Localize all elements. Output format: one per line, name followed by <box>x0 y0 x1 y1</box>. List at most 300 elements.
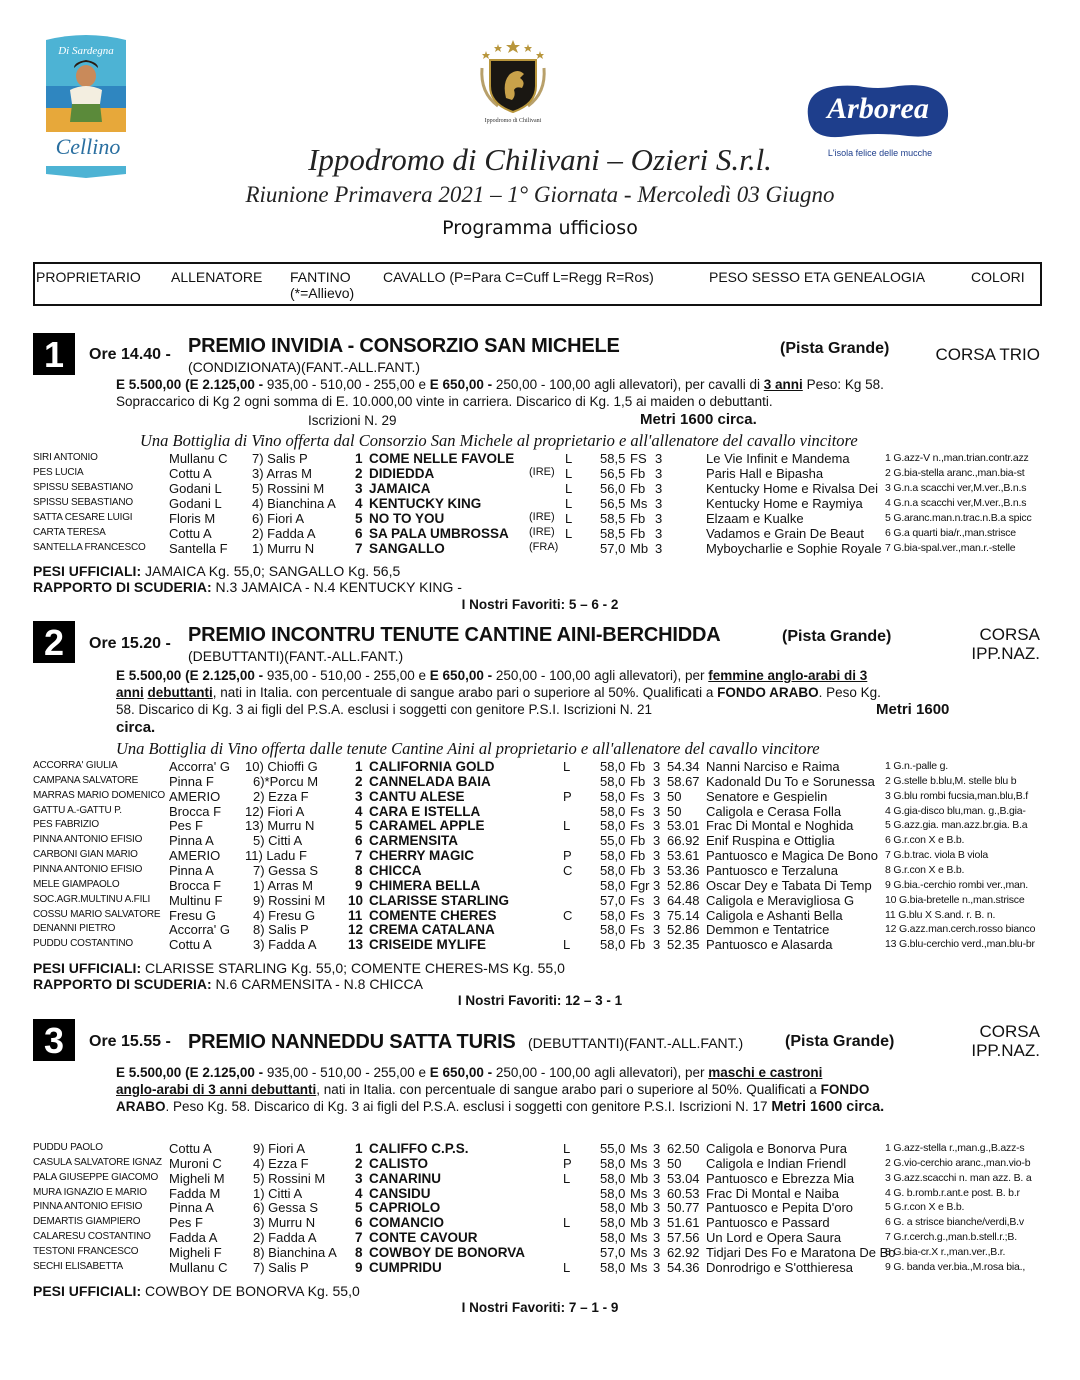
sex-cell: Fgr <box>630 877 650 893</box>
sex-cell: Fb <box>630 937 646 953</box>
colors-cell: 11 G.blu X S.and. r. B. n. <box>885 908 996 921</box>
sex-cell: Fb <box>630 833 646 849</box>
pedigree-cell: Enif Ruspina e Ottiglia <box>706 833 835 849</box>
horse-name: CARA E ISTELLA <box>369 803 481 819</box>
equipment-flag: P <box>563 788 572 804</box>
horse-number: 2 <box>355 773 363 789</box>
horse-number: 10 <box>348 892 364 908</box>
weight-cell: 58,0 <box>600 1200 626 1216</box>
rating-cell: 50 <box>667 788 682 804</box>
pedigree-cell: Caligola e Indian Friendl <box>706 1155 847 1171</box>
sex-cell: Ms <box>630 496 648 511</box>
horse-number: 9 <box>355 877 363 893</box>
table-row <box>33 833 1043 848</box>
owner-cell: SATTA CESARE LUIGI <box>33 512 133 523</box>
equipment-flag: L <box>565 526 573 541</box>
trainer-cell: Godani L <box>169 496 222 511</box>
weight-cell: 58,0 <box>600 937 626 953</box>
table-row <box>33 774 1043 789</box>
age-cell: 3 <box>653 833 661 849</box>
jockey-cell: 5) Rossini M <box>253 1170 326 1186</box>
trainer-cell: Pinna A <box>169 833 214 849</box>
pedigree-cell: Pantuosco e Magica De Bono <box>706 848 878 864</box>
weight-cell: 58,0 <box>600 773 626 789</box>
colors-cell: 3 G.blu rombi fucsia,man.blu,B.f <box>885 789 1028 802</box>
horse-number: 4 <box>355 803 363 819</box>
horse-number: 4 <box>355 1185 363 1201</box>
colors-cell: 10 G.bia-bretelle n.,man.strisce <box>885 893 1025 906</box>
race-distance-cont: circa. <box>116 719 156 736</box>
rating-cell: 57.56 <box>667 1230 700 1246</box>
colors-cell: 6 G.r.con X e B.b. <box>885 834 965 847</box>
age-cell: 3 <box>653 773 661 789</box>
trainer-cell: Cottu A <box>169 466 212 481</box>
owner-cell: MARRAS MARIO DOMENICO <box>33 789 165 801</box>
colors-cell: 4 G. b.romb.r.ant.e post. B. b.r <box>885 1186 1020 1199</box>
weight-cell: 58,0 <box>600 907 626 923</box>
rating-cell: 62.50 <box>667 1141 700 1156</box>
rating-cell: 53.01 <box>667 818 700 834</box>
horse-name: SANGALLO <box>369 541 445 556</box>
horse-number: 3 <box>355 1170 363 1186</box>
owner-cell: PUDDU PAOLO <box>33 1142 103 1153</box>
colors-cell: 8 G.bia-cr.X r.,man.ver.,B.r. <box>885 1245 1006 1258</box>
weight-cell: 57,0 <box>600 892 626 908</box>
horse-name: DIDIEDDA <box>369 466 435 481</box>
age-cell: 3 <box>655 481 663 496</box>
rating-cell: 52.86 <box>667 877 700 893</box>
age-cell: 3 <box>653 1215 661 1231</box>
owner-cell: CARBONI GIAN MARIO <box>33 849 138 861</box>
horse-name: COME NELLE FAVOLE <box>369 451 515 466</box>
jockey-cell: 5) Citti A <box>253 833 303 849</box>
horse-name: CARAMEL APPLE <box>369 818 485 834</box>
equipment-flag: L <box>563 818 571 834</box>
horse-number: 5 <box>355 818 363 834</box>
weight-cell: 58,0 <box>600 1215 626 1231</box>
age-cell: 3 <box>653 1185 661 1201</box>
rating-cell: 52.35 <box>667 937 700 953</box>
horse-number: 3 <box>355 788 363 804</box>
cellino-arc-text: Di Sardegna <box>58 45 114 57</box>
trainer-cell: AMERIO <box>169 848 221 864</box>
race-conditions: (CONDIZIONATA)(FANT.-ALL.FANT.) <box>188 359 421 375</box>
jockey-cell: 9) Rossini M <box>253 892 326 908</box>
jockey-cell: 10) Chioffi G <box>245 759 318 774</box>
horse-number: 8 <box>355 1244 363 1260</box>
pedigree-cell: Oscar Dey e Tabata Di Temp <box>706 877 872 893</box>
rating-cell: 62.92 <box>667 1244 700 1260</box>
owner-cell: GATTU A.-GATTU P. <box>33 804 122 816</box>
sex-cell: FS <box>630 451 647 466</box>
sex-cell: Fs <box>630 922 645 938</box>
table-row <box>33 541 1043 556</box>
pedigree-cell: Paris Hall e Bipasha <box>706 466 824 481</box>
race-description: E 5.500,00 (E 2.125,00 - 935,00 - 510,00 - 255,00 e E 650,00 - 250,00 - 100,00 agli allevatori), per maschi e castroni anglo-arabi di 3 anni debuttanti, nati in Italia. con percentuale di sangue arabo pari o superiore al 50%. Qualificati a FONDO ARABO. Peso Kg. 58. Discarico di Kg. 3 ai figli del P.S.A. esclusi i soggetti con genitore P.S.I. Iscrizioni N. 17 Metri 1600 circa. <box>116 1065 885 1115</box>
owner-cell: PUDDU COSTANTINO <box>33 938 133 950</box>
trainer-cell: Mullanu C <box>169 451 228 466</box>
rating-cell: 53.61 <box>667 848 700 864</box>
owner-cell: PES LUCIA <box>33 467 84 478</box>
origin-cell: (IRE) <box>529 466 555 478</box>
jockey-cell: 1) Citti A <box>253 1185 303 1201</box>
table-row <box>33 481 1043 496</box>
sex-cell: Fb <box>630 481 646 496</box>
weight-cell: 57,0 <box>600 541 626 556</box>
pedigree-cell: Pantuosco e Alasarda <box>706 937 833 953</box>
race-type: CORSA IPP.NAZ. <box>971 1022 1040 1060</box>
colors-cell: 13 G.blu-cerchio verd.,man.blu-br <box>885 938 1035 951</box>
race-number-badge: 3 <box>33 1019 75 1061</box>
horse-name: CANSIDU <box>369 1185 431 1201</box>
rating-cell: 66.92 <box>667 833 700 849</box>
pesi-ufficiali: PESI UFFICIALI: JAMAICA Kg. 55,0; SANGALLO Kg. 56,5 <box>33 563 401 579</box>
horse-name: CALISTO <box>369 1155 429 1171</box>
legend-colori: COLORI <box>971 269 1025 285</box>
pedigree-cell: Le Vie Infinit e Mandema <box>706 451 850 466</box>
race-number-badge: 2 <box>33 621 75 663</box>
weight-cell: 58,0 <box>600 922 626 938</box>
trainer-cell: Fresu G <box>169 907 216 923</box>
jockey-cell: 2) Fadda A <box>252 526 316 541</box>
colors-cell: 2 G.bia-stella aranc.,man.bia-st <box>885 467 1025 479</box>
age-cell: 3 <box>653 862 661 878</box>
owner-cell: CARTA TERESA <box>33 527 106 538</box>
trainer-cell: Fadda A <box>169 1230 218 1246</box>
jockey-cell: 7) Gessa S <box>253 862 319 878</box>
owner-cell: CASULA SALVATORE IGNAZ <box>33 1156 162 1168</box>
colors-cell: 7 G.b.trac. viola B viola <box>885 849 988 862</box>
colors-cell: 1 G.azz-V n.,man.trian.contr.azz <box>885 452 1029 464</box>
equipment-flag: L <box>563 937 571 953</box>
origin-cell: (IRE) <box>529 526 555 538</box>
trainer-cell: Cottu A <box>169 526 212 541</box>
weight-cell: 58,0 <box>600 1185 626 1201</box>
table-row <box>33 1171 1043 1186</box>
trainer-cell: Cottu A <box>169 937 212 953</box>
arborea-wordmark: Arborea <box>827 92 929 125</box>
horse-number: 11 <box>348 907 363 923</box>
weight-cell: 58,0 <box>600 862 626 878</box>
colors-cell: 8 G.r.con X e B.b. <box>885 863 965 876</box>
weight-cell: 58,0 <box>600 848 626 864</box>
table-row <box>33 526 1043 541</box>
legend-proprietario: PROPRIETARIO <box>36 269 141 285</box>
weight-cell: 56,5 <box>600 466 626 481</box>
trainer-cell: Pinna A <box>169 1200 214 1216</box>
jockey-cell: 11) Ladu F <box>245 848 307 864</box>
horse-number: 4 <box>355 496 363 511</box>
colors-cell: 3 G.n.a scacchi ver,M.ver.,B.n.s <box>885 482 1027 494</box>
weight-cell: 58,0 <box>600 759 626 774</box>
table-row <box>33 1260 1043 1275</box>
pedigree-cell: Caligola e Cerasa Folla <box>706 803 842 819</box>
program-label: Programma ufficioso <box>442 217 638 239</box>
race-iscrizioni: Iscrizioni N. 29 <box>308 413 397 428</box>
age-cell: 3 <box>653 877 661 893</box>
sex-cell: Ms <box>630 1141 648 1156</box>
age-cell: 3 <box>653 1230 661 1246</box>
table-row <box>33 789 1043 804</box>
trainer-cell: Pinna A <box>169 862 214 878</box>
race-track: (Pista Grande) <box>782 628 892 645</box>
pedigree-cell: Pantuosco e Terzaluna <box>706 862 839 878</box>
pedigree-cell: Kentucky Home e Rivalsa Dei <box>706 481 878 496</box>
table-row <box>33 1156 1043 1171</box>
horse-name: SA PALA UMBROSSA <box>369 526 509 541</box>
rating-cell: 50 <box>667 803 682 819</box>
horse-name: COMANCIO <box>369 1215 444 1231</box>
colors-cell: 6 G.a quarti bia/r.,man.strisce <box>885 527 1016 539</box>
pedigree-cell: Demmon e Tentatrice <box>706 922 830 938</box>
age-cell: 3 <box>653 922 661 938</box>
owner-cell: DEMARTIS GIAMPIERO <box>33 1216 141 1228</box>
race-type: CORSA IPP.NAZ. <box>971 625 1040 663</box>
colors-cell: 9 G. banda ver.bia.,M.rosa bia., <box>885 1260 1026 1273</box>
race-track: (Pista Grande) <box>785 1033 895 1050</box>
jockey-cell: 8) Bianchina A <box>253 1244 337 1260</box>
age-cell: 3 <box>653 1170 661 1186</box>
horse-name: CHICCA <box>369 862 422 878</box>
trainer-cell: Migheli F <box>169 1244 222 1260</box>
owner-cell: CALARESU COSTANTINO <box>33 1231 151 1243</box>
jockey-cell: 6) Gessa S <box>253 1200 319 1216</box>
horse-number: 1 <box>355 451 363 466</box>
trainer-cell: Brocca F <box>169 877 222 893</box>
equipment-flag: P <box>563 848 572 864</box>
rating-cell: 52.86 <box>667 922 700 938</box>
legend-fantino-note: (*=Allievo) <box>290 285 355 301</box>
weight-cell: 58,0 <box>600 803 626 819</box>
colors-cell: 5 G.azz.gia. man.azz.br.gia. B.a <box>885 819 1028 832</box>
colors-cell: 6 G. a strisce bianche/verdi,B.v <box>885 1216 1024 1229</box>
weight-cell: 58,0 <box>600 1230 626 1246</box>
rating-cell: 60.53 <box>667 1185 700 1201</box>
horse-number: 5 <box>355 1200 363 1216</box>
equipment-flag: L <box>563 759 571 774</box>
trainer-cell: Pes F <box>169 1215 203 1231</box>
weight-cell: 58,0 <box>600 1155 626 1171</box>
horse-number: 13 <box>348 937 364 953</box>
table-row <box>33 1141 1043 1156</box>
jockey-cell: 4) Ezza F <box>253 1155 309 1171</box>
rating-cell: 75.14 <box>667 907 700 923</box>
table-row <box>33 1200 1043 1215</box>
sex-cell: Fb <box>630 848 646 864</box>
pedigree-cell: Kadonald Du To e Sorunessa <box>706 773 875 789</box>
pedigree-cell: Caligola e Bonorva Pura <box>706 1141 847 1156</box>
trainer-cell: Cottu A <box>169 1141 212 1156</box>
pedigree-cell: Donrodrigo e S'otthieresa <box>706 1259 854 1275</box>
ippodromo-caption: Ippodromo di Chilivani <box>484 118 542 124</box>
owner-cell: PINNA ANTONIO EFISIO <box>33 863 143 875</box>
page-title: Ippodromo di Chilivani – Ozieri S.r.l. <box>308 142 772 177</box>
entries-table <box>33 451 1043 561</box>
rapporto-scuderia: RAPPORTO DI SCUDERIA: N.3 JAMAICA - N.4 KENTUCKY KING - <box>33 579 462 595</box>
age-cell: 3 <box>653 1155 661 1171</box>
legend-cavallo: CAVALLO (P=Para C=Cuff L=Regg R=Ros) <box>383 269 654 285</box>
sex-cell: Fb <box>630 862 646 878</box>
column-legend <box>33 262 1042 306</box>
table-row <box>33 1215 1043 1230</box>
owner-cell: PALA GIUSEPPE GIACOMO <box>33 1171 159 1183</box>
horse-name: CLARISSE STARLING <box>369 892 510 908</box>
jockey-cell: 8) Salis P <box>253 922 309 938</box>
colors-cell: 4 G.n.a scacchi ver,M.ver.,B.n.s <box>885 497 1027 509</box>
sex-cell: Fb <box>630 511 646 526</box>
horse-number: 2 <box>355 466 363 481</box>
rating-cell: 54.34 <box>667 759 700 774</box>
sex-cell: Mb <box>630 541 649 556</box>
weight-cell: 58,0 <box>600 788 626 804</box>
race-time: Ore 15.20 - <box>89 635 171 652</box>
legend-allenatore: ALLENATORE <box>171 269 263 285</box>
age-cell: 3 <box>653 907 661 923</box>
weight-cell: 55,0 <box>600 1141 626 1156</box>
equipment-flag: L <box>563 1141 571 1156</box>
pedigree-cell: Un Lord e Opera Saura <box>706 1230 842 1246</box>
sex-cell: Fb <box>630 759 646 774</box>
rating-cell: 58.67 <box>667 773 700 789</box>
table-row <box>33 922 1043 937</box>
race-title: PREMIO NANNEDDU SATTA TURIS <box>188 1031 516 1053</box>
horse-name: JAMAICA <box>369 481 431 496</box>
weight-cell: 58,0 <box>600 877 626 893</box>
horse-name: KENTUCKY KING <box>369 496 482 511</box>
equipment-flag: L <box>565 481 573 496</box>
horse-name: COMENTE CHERES <box>369 907 497 923</box>
horse-name: CANARINU <box>369 1170 441 1186</box>
colors-cell: 12 G.azz.man.cerch.rosso bianco <box>885 923 1036 936</box>
owner-cell: MURA IGNAZIO E MARIO <box>33 1186 147 1198</box>
table-row <box>33 804 1043 819</box>
pedigree-cell: Frac Di Montal e Noghida <box>706 818 854 834</box>
table-row <box>33 937 1043 952</box>
race-type: CORSA TRIO <box>935 345 1040 364</box>
owner-cell: MELE GIAMPAOLO <box>33 878 120 890</box>
horse-number: 6 <box>355 526 363 541</box>
trainer-cell: Floris M <box>169 511 216 526</box>
age-cell: 3 <box>653 788 661 804</box>
jockey-cell: 9) Fiori A <box>253 1141 306 1156</box>
horse-name: CAPRIOLO <box>369 1200 441 1216</box>
table-row <box>33 1230 1043 1245</box>
owner-cell: SOC.AGR.MULTINU A.FILI <box>33 893 151 905</box>
weight-cell: 57,0 <box>600 1244 626 1260</box>
equipment-flag: C <box>563 862 573 878</box>
horse-name: CANNELADA BAIA <box>369 773 491 789</box>
sex-cell: Fs <box>630 907 645 923</box>
age-cell: 3 <box>655 511 663 526</box>
horse-number: 2 <box>355 1155 363 1171</box>
trainer-cell: Brocca F <box>169 803 222 819</box>
pedigree-cell: Pantuosco e Ebrezza Mia <box>706 1170 855 1186</box>
age-cell: 3 <box>655 466 663 481</box>
sex-cell: Ms <box>630 1230 648 1246</box>
horse-number: 6 <box>355 1215 363 1231</box>
sex-cell: Fb <box>630 773 646 789</box>
horse-name: CALIFORNIA GOLD <box>369 759 495 774</box>
rating-cell: 54.36 <box>667 1259 700 1275</box>
horse-number: 7 <box>355 1230 363 1246</box>
sex-cell: Mb <box>630 1170 649 1186</box>
owner-cell: SANTELLA FRANCESCO <box>33 542 146 553</box>
rating-cell: 53.36 <box>667 862 700 878</box>
trainer-cell: Fadda M <box>169 1185 221 1201</box>
race-conditions: (DEBUTTANTI)(FANT.-ALL.FANT.) <box>188 648 404 664</box>
pedigree-cell: Tidjari Des Fo e Maratona De Bo <box>706 1244 896 1260</box>
rating-cell: 51.61 <box>667 1215 700 1231</box>
sex-cell: Fs <box>630 803 645 819</box>
age-cell: 3 <box>653 818 661 834</box>
weight-cell: 58,0 <box>600 1170 626 1186</box>
trainer-cell: Mullanu C <box>169 1259 228 1275</box>
pesi-ufficiali: PESI UFFICIALI: CLARISSE STARLING Kg. 55,0; COMENTE CHERES-MS Kg. 55,0 <box>33 960 565 976</box>
favorites: I Nostri Favoriti: 7 – 1 - 9 <box>461 1300 619 1315</box>
weight-cell: 55,0 <box>600 833 626 849</box>
colors-cell: 4 G.gia-disco blu,man. g.,B.gia- <box>885 804 1026 817</box>
colors-cell: 5 G.aranc.man.n.trac.n.B.a spicc <box>885 512 1032 524</box>
sex-cell: Mb <box>630 1215 649 1231</box>
colors-cell: 7 G.bia-spal.ver.,man.r.-stelle <box>885 542 1016 554</box>
jockey-cell: 5) Rossini M <box>252 481 325 496</box>
age-cell: 3 <box>655 496 663 511</box>
equipment-flag: L <box>565 496 573 511</box>
jockey-cell: 2) Ezza F <box>253 788 309 804</box>
race-description: E 5.500,00 (E 2.125,00 - 935,00 - 510,00 - 255,00 e E 650,00 - 250,00 - 100,00 agli allevatori), per femmine anglo-arabi di 3 anni debuttanti, nati in Italia. con percentuale di sangue arabo pari o superiore al 50%. Qualificati a FONDO ARABO. Peso Kg. 58. Discarico di Kg. 3 ai figli del P.S.A. esclusi i soggetti con genitore P.S.I. Iscrizioni N. 21 <box>116 668 881 717</box>
sex-cell: Fs <box>630 892 645 908</box>
horse-name: CALIFFO C.P.S. <box>369 1141 469 1156</box>
jockey-cell: 6) Fiori A <box>252 511 305 526</box>
owner-cell: TESTONI FRANCESCO <box>33 1245 139 1257</box>
age-cell: 3 <box>653 937 661 953</box>
legend-peso: PESO SESSO ETA GENEALOGIA <box>709 269 926 285</box>
trainer-cell: Migheli M <box>169 1170 225 1186</box>
jockey-cell: 7) Salis P <box>253 1259 309 1275</box>
origin-cell: (FRA) <box>529 541 559 553</box>
entries-table <box>33 1141 1043 1281</box>
horse-name: NO TO YOU <box>369 511 445 526</box>
horse-number: 12 <box>348 922 364 938</box>
pedigree-cell: Pantuosco e Pepita D'oro <box>706 1200 854 1216</box>
horse-number: 5 <box>355 511 363 526</box>
jockey-cell: 7) Salis P <box>252 451 308 466</box>
owner-cell: ACCORRA' GIULIA <box>33 760 118 771</box>
trainer-cell: Pinna F <box>169 773 214 789</box>
weight-cell: 58,5 <box>600 451 626 466</box>
sex-cell: Fb <box>630 466 646 481</box>
sex-cell: Ms <box>630 1155 648 1171</box>
table-row <box>33 893 1043 908</box>
jockey-cell: 2) Fadda A <box>253 1230 317 1246</box>
horse-number: 1 <box>355 759 363 774</box>
favorites: I Nostri Favoriti: 12 – 3 - 1 <box>457 993 623 1008</box>
table-row <box>33 863 1043 878</box>
race-title: PREMIO INVIDIA - CONSORZIO SAN MICHELE <box>188 335 620 357</box>
colors-cell: 5 G.r.con X e B.b. <box>885 1201 965 1214</box>
trainer-cell: Godani L <box>169 481 222 496</box>
owner-cell: PINNA ANTONIO EFISIO <box>33 834 143 846</box>
table-row <box>33 466 1043 481</box>
horse-number: 7 <box>355 541 363 556</box>
entries-table <box>33 759 1043 959</box>
weight-cell: 58,5 <box>600 511 626 526</box>
rating-cell: 64.48 <box>667 892 700 908</box>
equipment-flag: L <box>565 451 573 466</box>
sex-cell: Ms <box>630 1244 648 1260</box>
age-cell: 3 <box>655 526 663 541</box>
horse-name: CRISEIDE MYLIFE <box>369 937 487 953</box>
